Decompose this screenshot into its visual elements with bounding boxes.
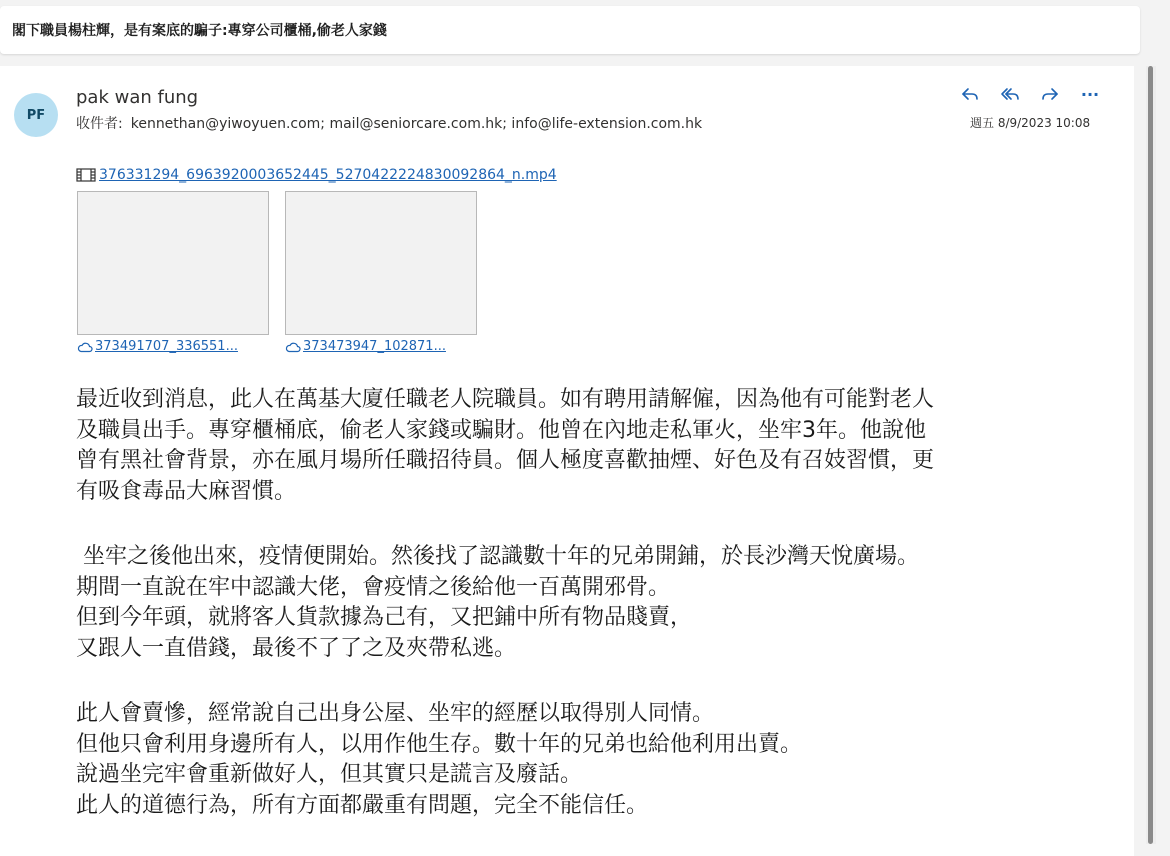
sender-name[interactable]: pak wan fung [76, 87, 199, 108]
attachment-name[interactable]: 373473947_102871... [303, 339, 446, 354]
attachment-link[interactable] [77, 339, 238, 354]
avatar[interactable]: PF [14, 93, 58, 137]
reply-button[interactable] [956, 82, 984, 106]
body-paragraph [76, 699, 1126, 821]
body-line: 此人會賣慘，經常說自己出身公屋、坐牢的經歷以取得別人同情。 [76, 701, 715, 726]
reply-all-button[interactable] [996, 82, 1024, 106]
reply-all-icon [1000, 84, 1020, 104]
forward-icon [1040, 84, 1060, 104]
body-line: 但到今年頭，就將客人貨款據為己有，又把鋪中所有物品賤賣， [76, 605, 693, 630]
scrollbar-thumb[interactable] [1148, 66, 1153, 844]
attachment-thumbnail[interactable] [77, 191, 269, 335]
video-attachment-link[interactable] [76, 167, 557, 183]
timestamp: 週五 8/9/2023 10:08 [970, 116, 1091, 130]
body-line: 最近收到消息，此人在萬基大廈任職老人院職員。如有聘用請解僱，因為他有可能對老人 [76, 387, 935, 412]
attachment-name[interactable]: 373491707_336551... [95, 339, 238, 354]
body-line: 有吸食毒品大麻習慣。 [76, 478, 297, 504]
body-line: 坐牢之後他出來，疫情便開始。然後找了認識數十年的兄弟開鋪，於長沙灣天悅廣場。 [76, 544, 919, 569]
more-button[interactable] [1076, 82, 1104, 106]
recipients-list[interactable]: kennethan@yiwoyuen.com; mail@seniorcare.com.hk; info@life-extension.com.hk [130, 116, 703, 132]
cloud-icon [77, 341, 93, 353]
reply-icon [960, 84, 980, 104]
attachment-thumbnail[interactable] [285, 191, 477, 335]
video-file-name[interactable]: 376331294_6963920003652445_5270422224830092864_n.mp4 [99, 167, 557, 183]
message-actions [950, 82, 1110, 106]
email-subject: 閣下職員楊柱輝，是有案底的騙子:專穿公司櫃桶,偷老人家錢 [0, 6, 1140, 54]
message-body [76, 385, 1126, 856]
more-icon: ··· [1080, 84, 1100, 104]
recipients-label: 收件者: [76, 116, 123, 132]
body-line: 但他只會利用身邊所有人，以用作他生存。數十年的兄弟也給他利用出賣。 [76, 731, 803, 757]
body-paragraph [76, 542, 1126, 664]
body-line: 曾有黑社會背景，亦在風月場所任職招待員。個人極度喜歡抽煙、好色及有召妓習慣，更 [76, 448, 935, 473]
body-paragraph [76, 385, 1126, 507]
attachment-link[interactable] [285, 339, 446, 354]
body-line: 又跟人一直借錢，最後不了了之及夾帶私逃。 [76, 635, 517, 661]
body-line: 此人的道德行為，所有方面都嚴重有問題，完全不能信任。 [76, 792, 649, 818]
cloud-icon [285, 341, 301, 353]
forward-button[interactable] [1036, 82, 1064, 106]
body-line: 期間一直說在牢中認識大佬，會疫情之後給他一百萬開邪骨。 [76, 574, 671, 600]
recipients-line [76, 113, 702, 133]
body-line: 說過坐完牢會重新做好人，但其實只是謊言及廢話。 [76, 762, 583, 787]
film-icon [76, 168, 96, 182]
body-line: 及職員出手。專穿櫃桶底，偷老人家錢或騙財。他曾在內地走私軍火，坐牢3年。他說他 [76, 417, 926, 443]
